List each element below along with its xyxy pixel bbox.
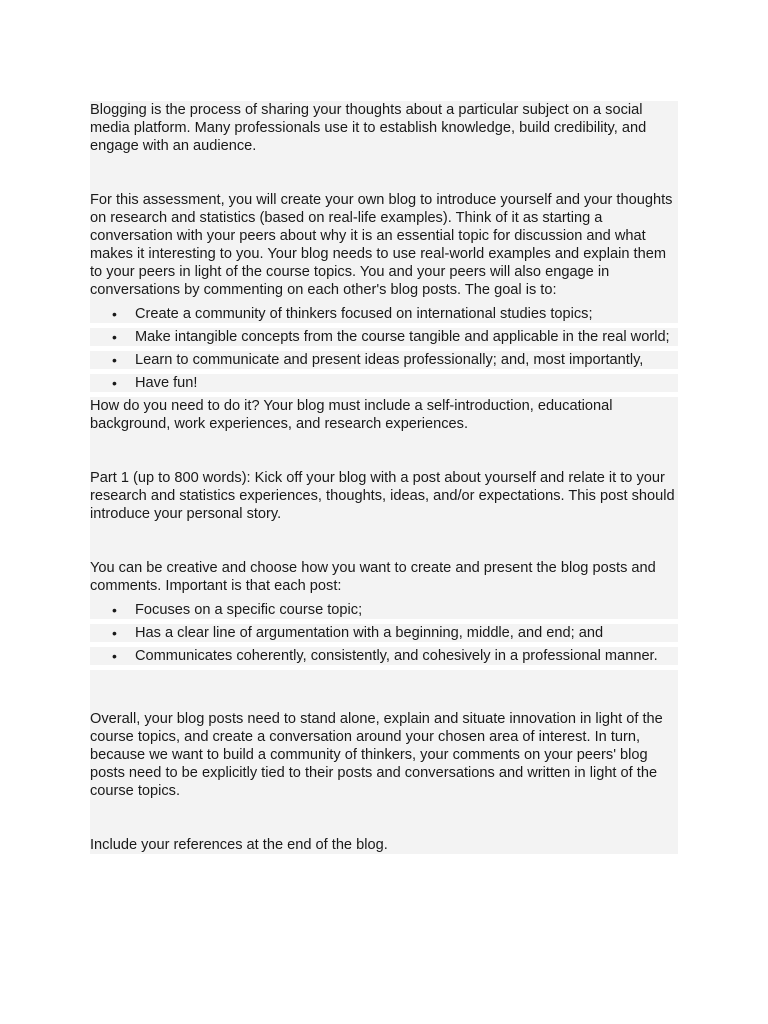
- references-paragraph: Include your references at the end of the blog.: [90, 836, 678, 854]
- list-item: [90, 328, 678, 346]
- list-item-text: Communicates coherently, consistently, and cohesively in a professional manner.: [135, 648, 658, 664]
- paragraph-spacer: [90, 670, 678, 710]
- bullet-icon: •: [112, 602, 117, 618]
- list-item-text: Make intangible concepts from the course tangible and applicable in the real world;: [135, 329, 670, 345]
- list-item-text: Has a clear line of argumentation with a beginning, middle, and end; and: [135, 625, 604, 641]
- how-paragraph: How do you need to do it? Your blog must include a self-introduction, educational background, work experiences, and research experiences.: [90, 397, 678, 433]
- bullet-icon: •: [112, 329, 117, 345]
- bullet-icon: •: [112, 648, 117, 664]
- list-item-text: Have fun!: [135, 375, 198, 391]
- list-item-text: Learn to communicate and present ideas professionally; and, most importantly,: [135, 352, 644, 368]
- overall-paragraph: Overall, your blog posts need to stand alone, explain and situate innovation in light of the course topics, and create a conversation around your chosen area of interest. In turn, because we want to build a community of thinkers, your comments on your peers' blog posts need to be explicitly tied to their posts and conversations and written in light of the course topics.: [90, 710, 678, 800]
- goals-list: [90, 305, 678, 392]
- paragraph-spacer: [90, 155, 678, 191]
- part1-paragraph: Part 1 (up to 800 words): Kick off your blog with a post about yourself and relate it to your research and statistics experiences, thoughts, ideas, and/or expectations. This post should introduce your personal story.: [90, 469, 678, 523]
- paragraph-spacer: [90, 433, 678, 469]
- creative-paragraph: You can be creative and choose how you want to create and present the blog posts and comments. Important is that each post:: [90, 559, 678, 595]
- list-item: [90, 351, 678, 369]
- bullet-icon: •: [112, 625, 117, 641]
- paragraph-spacer: [90, 523, 678, 559]
- paragraph-spacer: [90, 800, 678, 836]
- intro-paragraph: Blogging is the process of sharing your thoughts about a particular subject on a social media platform. Many professionals use it to establish knowledge, build credibility, and engage with an audience.: [90, 101, 678, 155]
- list-item: [90, 601, 678, 619]
- post-requirements-list: [90, 601, 678, 665]
- list-item: [90, 624, 678, 642]
- bullet-icon: •: [112, 352, 117, 368]
- document-body: [90, 101, 678, 854]
- bullet-icon: •: [112, 306, 117, 322]
- bullet-icon: •: [112, 375, 117, 391]
- list-item-text: Focuses on a specific course topic;: [135, 602, 363, 618]
- assessment-paragraph: For this assessment, you will create your own blog to introduce yourself and your thoughts on research and statistics (based on real-life examples). Think of it as starting a conversation with your peers about why it is an essential topic for discussion and what makes it interesting to you. Your blog needs to use real-world examples and explain them to your peers in light of the course topics. You and your peers will also engage in conversations by commenting on each other's blog posts. The goal is to:: [90, 191, 678, 299]
- list-item: [90, 374, 678, 392]
- list-item-text: Create a community of thinkers focused on international studies topics;: [135, 306, 593, 322]
- list-item: [90, 305, 678, 323]
- list-item: [90, 647, 678, 665]
